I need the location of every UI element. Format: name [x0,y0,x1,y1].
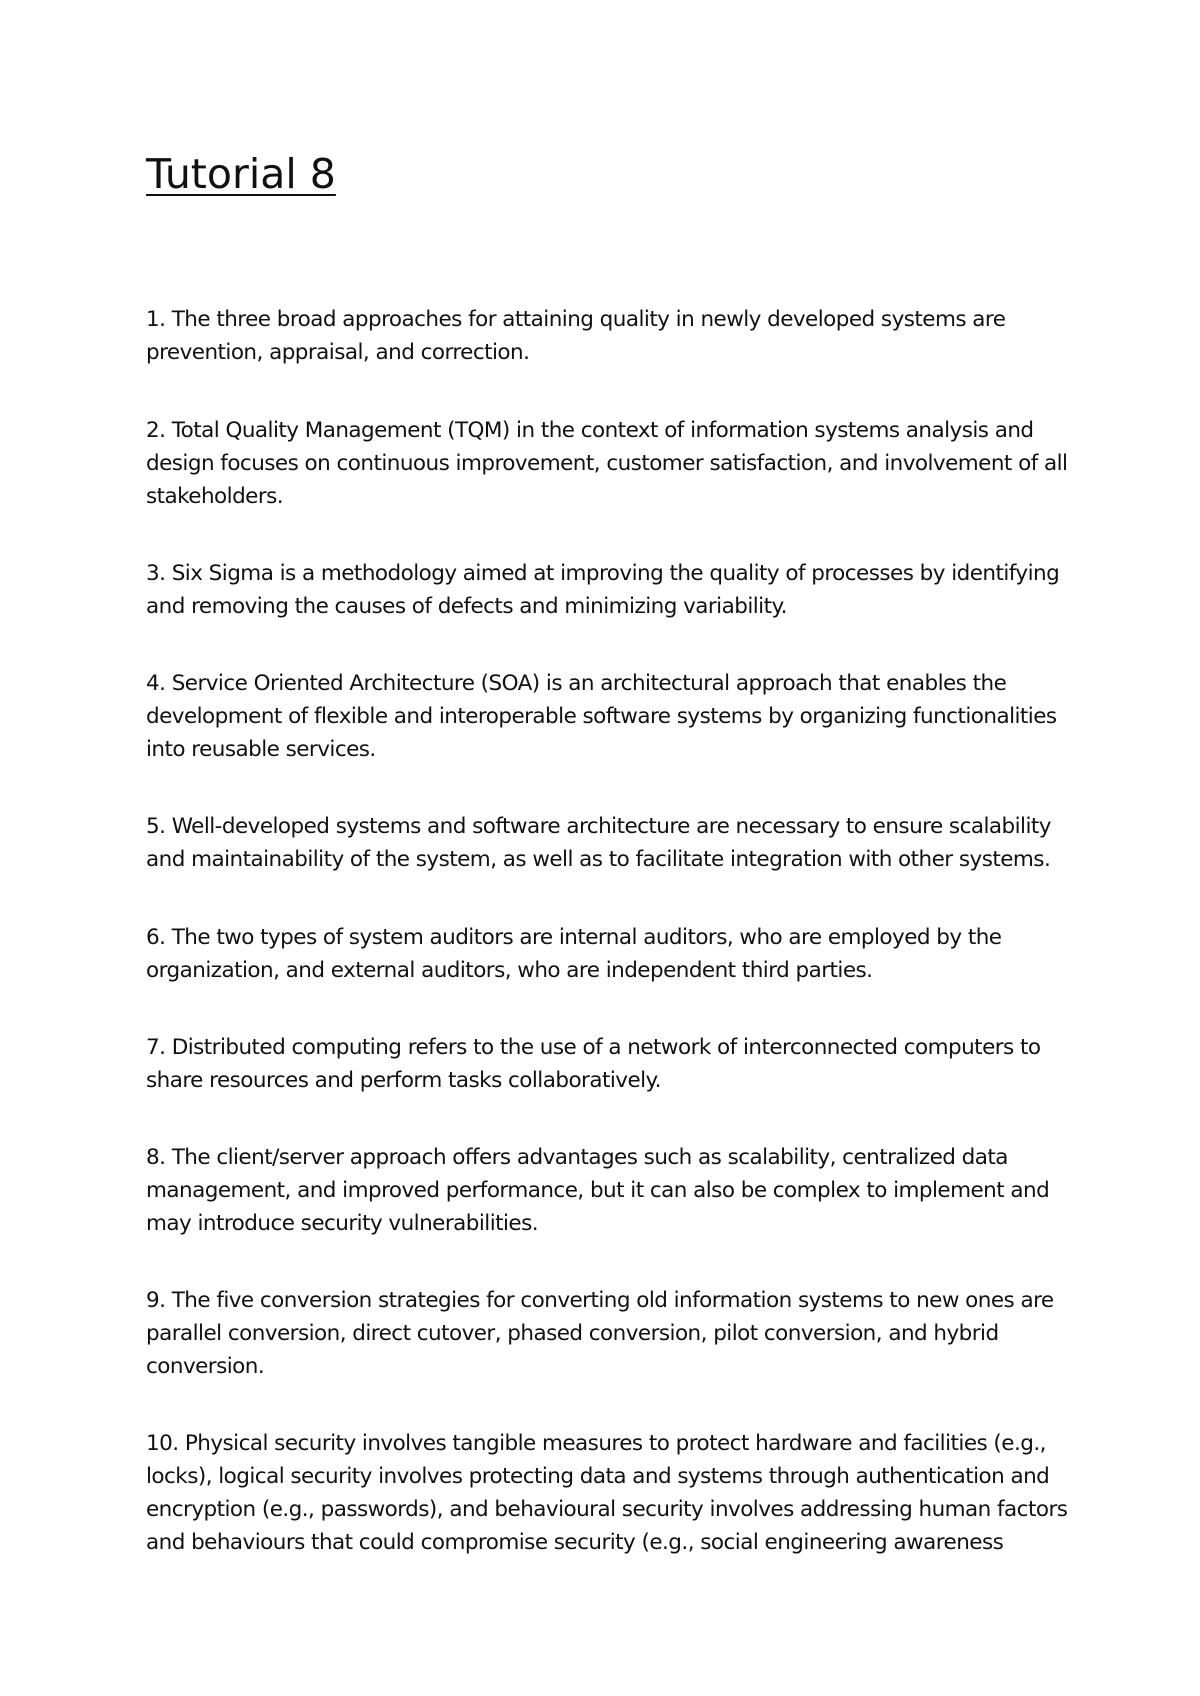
answer-item-7: 7. Distributed computing refers to the use of a network of interconnected computers to share resources and perform tasks collaboratively. [146,1035,1041,1093]
answer-item-10: 10. Physical security involves tangible measures to protect hardware and facilities (e.g., locks), logical security involves protecting data and systems through authentication and encryption (e.g., passwords), and behavioural security involves addressing human factors and behaviours that could compromise security (e.g., social engineering awareness [146,1431,1068,1555]
page-title: Tutorial 8 [146,150,336,198]
answer-item-2: 2. Total Quality Management (TQM) in the context of information systems analysis and design focuses on continuous improvement, customer satisfaction, and involvement of all stakeholders. [146,418,1068,509]
answer-item-6: 6. The two types of system auditors are internal auditors, who are employed by the organization, and external auditors, who are independent third parties. [146,925,1002,983]
answer-item-9: 9. The five conversion strategies for converting old information systems to new ones are parallel conversion, direct cutover, phased conversion, pilot conversion, and hybrid conversion. [146,1288,1054,1379]
answer-item-1: 1. The three broad approaches for attaining quality in newly developed systems are prevention, appraisal, and correction. [146,307,1006,365]
answer-item-8: 8. The client/server approach offers advantages such as scalability, centralized data management, and improved performance, but it can also be complex to implement and may introduce security vulnerabilities. [146,1145,1050,1236]
answer-item-5: 5. Well-developed systems and software architecture are necessary to ensure scalability and maintainability of the system, as well as to facilitate integration with other systems. [146,814,1051,872]
answer-item-3: 3. Six Sigma is a methodology aimed at improving the quality of processes by identifying and removing the causes of defects and minimizing variability. [146,561,1060,619]
answer-item-4: 4. Service Oriented Architecture (SOA) is an architectural approach that enables the development of flexible and interoperable software systems by organizing functionalities into reusable services. [146,671,1057,762]
